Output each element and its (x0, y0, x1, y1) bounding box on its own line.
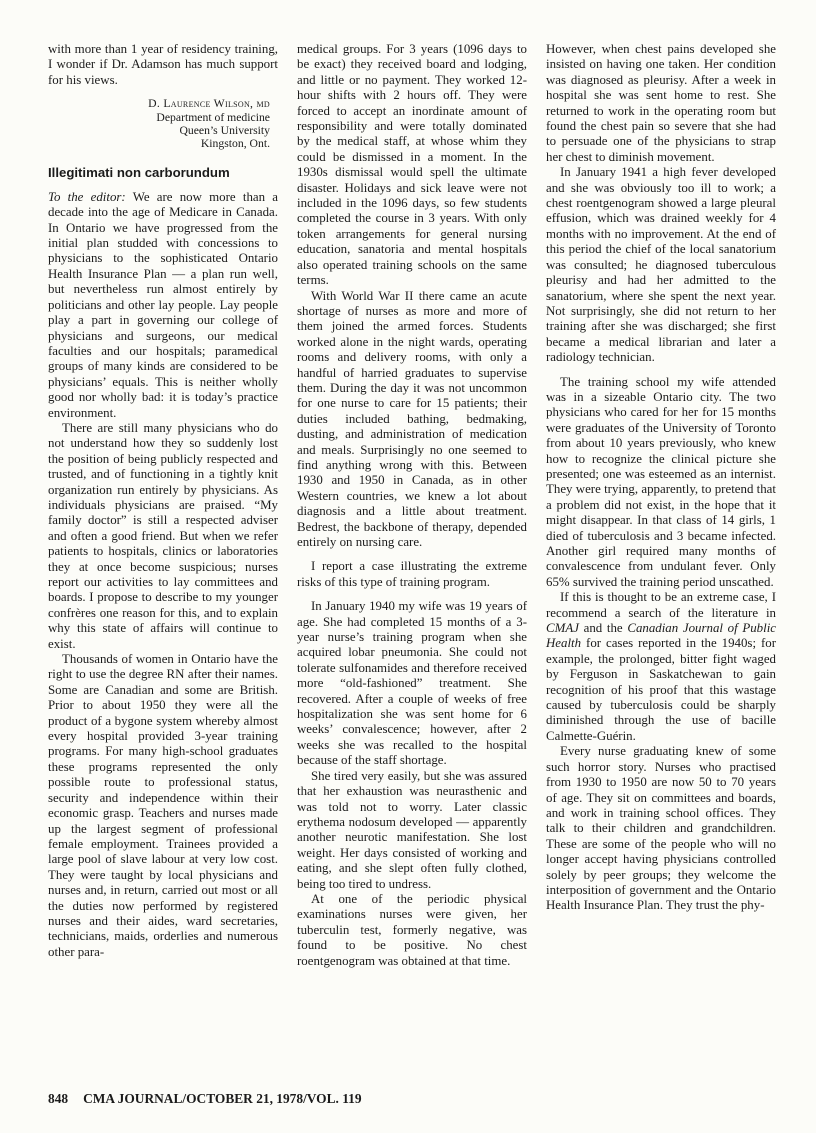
signature-line: Department of medicine (156, 110, 270, 124)
body-text: medical groups. For 3 years (1096 days to be exact) they received board and lodging, and little or no payment. They worked 12-hour shifts with 2 hours off. They were forced to accept an inordinate amount of responsibility and were totally dominated by the medical staff, at whose whim they could be dismissed in a moment. In the 1930s dismissal would spell the ultimate disaster. Holidays and sick leave were not included in the 1096 days, so few students completed the course in 3 years. With only token arrangements for general nursing education, sanatoria and mental hospitals also operated training schools on the same terms. (297, 42, 527, 288)
body-text: The training school my wife attended was in a sizeable Ontario city. The two physicians who cared for her for 15 months were graduates of the University of Toronto from about 10 years previously, who knew how to recognize the clinical picture she presented; one was esteemed as an internist. They were trying, apparently, to pretend that a problem did not exist, in the hope that it might disappear. In that class of 14 girls, 1 died of tuberculosis and 3 became infected. Another girl required many months of convalescence from undulant fever. Only 65% survived the training period unscathed. (546, 374, 776, 589)
signature-line: Kingston, Ont. (200, 137, 270, 151)
body-text: With World War II there came an acute shortage of nurses as more and more of them joined the armed forces. Students worked alone in the night wards, operating rooms and delivery rooms, with only a handful of harried graduates to supervise them. During the day it was not uncommon for one nurse to care for 15 patients; their duties included bathing, bedmaking, dusting, and administration of medication and meals. Surprisingly no one seemed to find anything wrong with this. Between 1930 and 1950 in Canada, as in other Western countries, we knew a lot about diagnosis and a little about treatment. Bedrest, the backbone of therapy, depended entirely on nursing care. (297, 288, 527, 549)
body-text: with more than 1 year of residency training, I wonder if Dr. Adamson has much support for his views. (48, 42, 278, 87)
page-footer (48, 1091, 776, 1107)
signature-line: Queen’s University (179, 124, 270, 138)
body-text: and the (578, 621, 628, 636)
paragraph (297, 599, 527, 768)
paragraph (297, 769, 527, 892)
body-text: In January 1940 my wife was 19 years of age. She had completed 15 months of a 3-year nurse’s training program when she acquired lobar pneumonia. She could not tolerate sulfonamides and therefore received more “old-fashioned” treatment. She recovered. After a couple of weeks of free hospitalization she was sent home for 6 weeks’ convalescence; however, after 2 weeks she was recalled to the hospital because of the staff shortage. (297, 599, 527, 768)
page-number: 848 (48, 1091, 69, 1106)
body-text: At one of the periodic physical examinations nurses were given, her tuberculin test, formerly negative, was found to be positive. No chest roentgenogram was obtained at that time. (297, 891, 527, 968)
body-text: In January 1941 a high fever developed and she was obviously too ill to work; a chest roentgenogram showed a large pleural effusion, which was drained weekly for 4 months with no improvement. At the end of this period the chief of the local sanatorium was consulted; he diagnosed tuberculous pleurisy and had her admitted to the sanatorium, where she spent the next year. Not surprisingly, she did not return to her training after she was discharged; she first became a medical librarian and later a radiology technician. (546, 165, 776, 365)
paragraph (297, 289, 527, 551)
letter-heading: Illegitimati non carborundum (48, 164, 230, 180)
columns-container (48, 42, 776, 1073)
body-text: Every nurse graduating knew of some such horror story. Nurses who practised from 1930 to 1950 are now 50 to 70 years of age. They sit on committees and boards, and work in training school offices. They talk to their children and grandchildren. These are some of the people who will no longer accept having physicians controlled solely by peer groups; they welcome the interposition of government and the Ontario Health Insurance Plan. They trust the phy- (546, 744, 776, 913)
body-text: Thousands of women in Ontario have the right to use the degree RN after their names. Some are Canadian and some are British. Prior to about 1950 they were all the product of a bygone system whereby almost every hospital provided 3-year training programs. For many high-school graduates these programs represented the only possible route to professional status, security and independence within their economic grasp. Teachers and nurses made up the largest segment of professional female employment. Trainees provided a large pool of slave labour at very low cost. They were taught by local physicians and nurses and, in return, carried out most or all the duties now performed by registered nurses and their aides, ward secretaries, technicians, maids, orderlies and numerous other para- (48, 652, 278, 959)
paragraph (546, 744, 776, 913)
text-column-2 (297, 42, 527, 1073)
body-text: for cases reported in the 1940s; for example, the prolonged, bitter fight waged by Ferguson in Saskatchewan to gain recognition of his proof that this wastage caused by tuberculosis could be sharply diminished through the use of bacille Calmette-Guérin. (546, 636, 776, 743)
body-text: We are now more than a decade into the age of Medicare in Canada. In Ontario we have progressed from the initial plan studded with concessions to physicians to the sophisticated Ontario Health Insurance Plan — a plan run well, but nevertheless run almost entirely by politicians and other lay people. Lay people play a part in governing our college of physicians and surgeons, our medical faculties and our hospitals; paramedical groups of many kinds are considered to be physicians’ equals. This is neither wholly good nor wholly bad: it is today’s practice environment. (48, 189, 279, 420)
signature-line: D. Laurence Wilson, md (148, 97, 270, 111)
paragraph (546, 375, 776, 591)
paragraph (48, 42, 278, 88)
paragraph (48, 652, 278, 960)
paragraph (297, 42, 527, 289)
italic-text: Canadian Journal of Public Health (546, 621, 777, 651)
signature-block (48, 97, 270, 151)
paragraph (546, 165, 776, 365)
body-text: There are still many physicians who do not understand how they so suddenly lost the position of being publicly respected and trusted, and of functioning in a tightly knit organization run entirely by physicians. As individuals physicians are praised. “My family doctor” is still a respected adviser and often a good friend. But when we refer patients to hospitals, clinics or laboratories they at once become suspicious; nurses report our activities to lay committees and boards. I propose to describe to my younger confrères one reason for this, and to explain why this state of affairs will continue to exist. (48, 420, 278, 651)
body-text: I report a case illustrating the extreme risks of this type of training program. (297, 559, 527, 589)
paragraph (48, 421, 278, 652)
text-column-3 (546, 42, 776, 1073)
body-text: However, when chest pains developed she insisted on having one taken. Her condition was diagnosed as pleurisy. After a week in hospital she was sent home to rest. She returned to work in the operating room but found the chest pain so severe that she had to persuade one of the physicians to strap her chest to diminish movement. (546, 42, 776, 164)
paragraph (297, 892, 527, 969)
paragraph (546, 590, 776, 744)
text-column-1 (48, 42, 278, 1073)
paragraph (48, 190, 278, 421)
paragraph (297, 559, 527, 590)
body-text: She tired very easily, but she was assured that her exhaustion was neurasthenic and was told not to worry. Later classic erythema nodosum developed — apparently another neurotic manifestation. She lost weight. Her days consisted of working and eating, and she slept often fully clothed, being too tired to undress. (297, 768, 527, 891)
italic-text: To the editor: (48, 189, 126, 204)
paragraph (546, 42, 776, 165)
journal-citation: CMA JOURNAL/OCTOBER 21, 1978/VOL. 119 (83, 1091, 362, 1106)
body-text: If this is thought to be an extreme case, I recommend a search of the literature in (546, 590, 776, 620)
italic-text: CMAJ (546, 621, 579, 636)
